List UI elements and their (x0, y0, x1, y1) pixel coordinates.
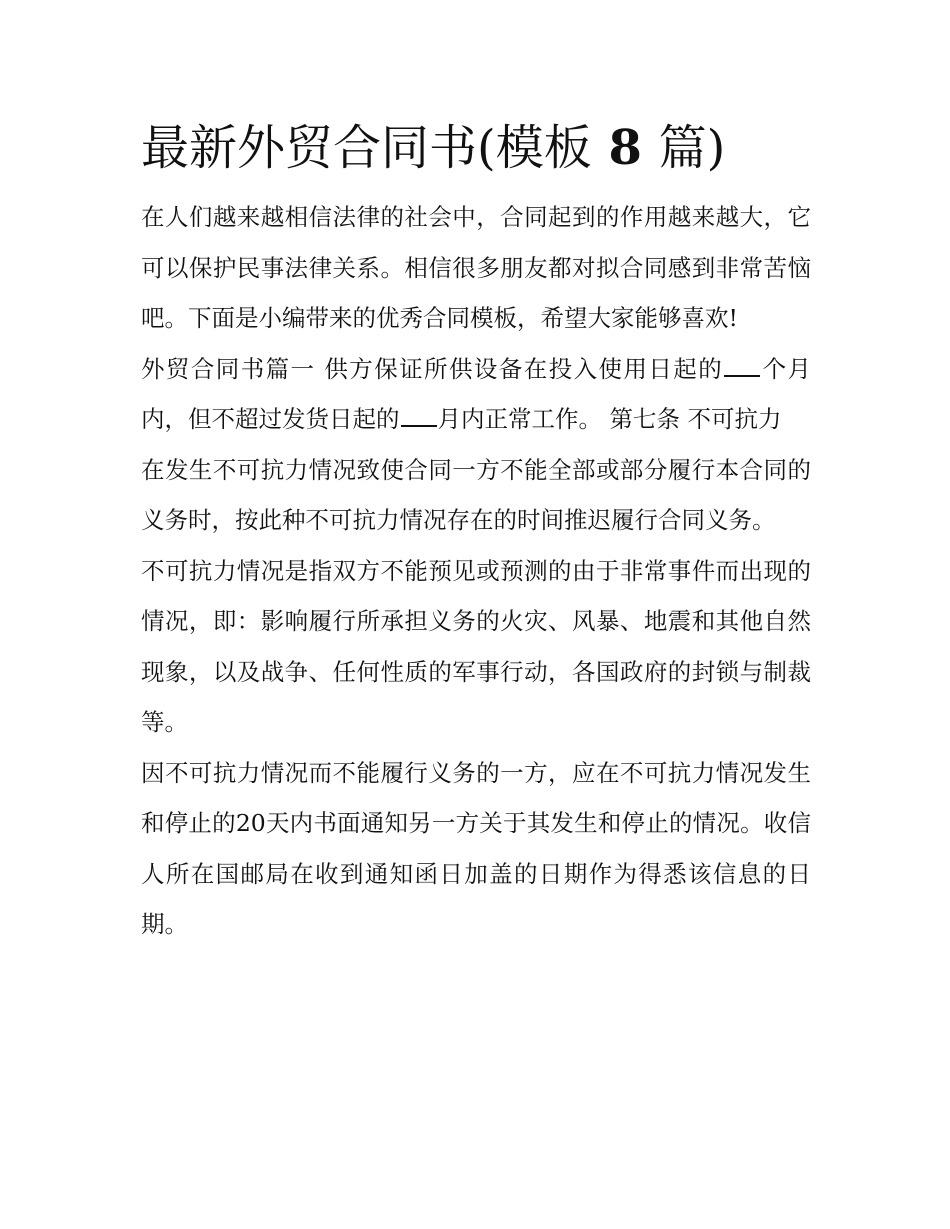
force-majeure-delay-paragraph: 在发生不可抗力情况致使合同一方不能全部或部分履行本合同的义务时，按此种不可抗力情况存在的时间推迟履行合同义务。 (141, 455, 811, 534)
document-body (141, 116, 811, 950)
intro-paragraph: 在人们越来越相信法律的社会中，合同起到的作用越来越大，它可以保护民事法律关系。相信很多朋友都对拟合同感到非常苦恼吧。下面是小编带来的优秀合同模板，希望大家能够喜欢! (141, 203, 811, 332)
section-one-text-b: 个月内，但不超过发货日起的 (141, 354, 811, 433)
title-end: 篇) (658, 120, 726, 176)
fill-blank-months (724, 353, 760, 377)
title-number: 8 (608, 120, 642, 176)
force-majeure-definition-paragraph: 不可抗力情况是指双方不能预见或预测的由于非常事件而出现的情况，即：影响履行所承担义务的火灾、风暴、地震和其他自然现象，以及战争、任何性质的军事行动，各国政府的封锁与制裁等。 (141, 556, 811, 736)
force-majeure-notice-paragraph: 因不可抗力情况而不能履行义务的一方，应在不可抗力情况发生和停止的20天内书面通知另一方关于其发生和停止的情况。收信人所在国邮局在收到通知函日加盖的日期作为得悉该信息的日期。 (141, 758, 811, 938)
fill-blank-shipping-months (401, 403, 437, 427)
section-one-text-a: 外贸合同书篇一 供方保证所供设备在投入使用日起的 (141, 354, 724, 383)
section-one-paragraph (141, 344, 811, 445)
section-one-text-c: 月内正常工作。 第七条 不可抗力 (437, 405, 782, 433)
document-title (141, 116, 811, 180)
title-text: 最新外贸合同书(模板 (141, 120, 592, 176)
